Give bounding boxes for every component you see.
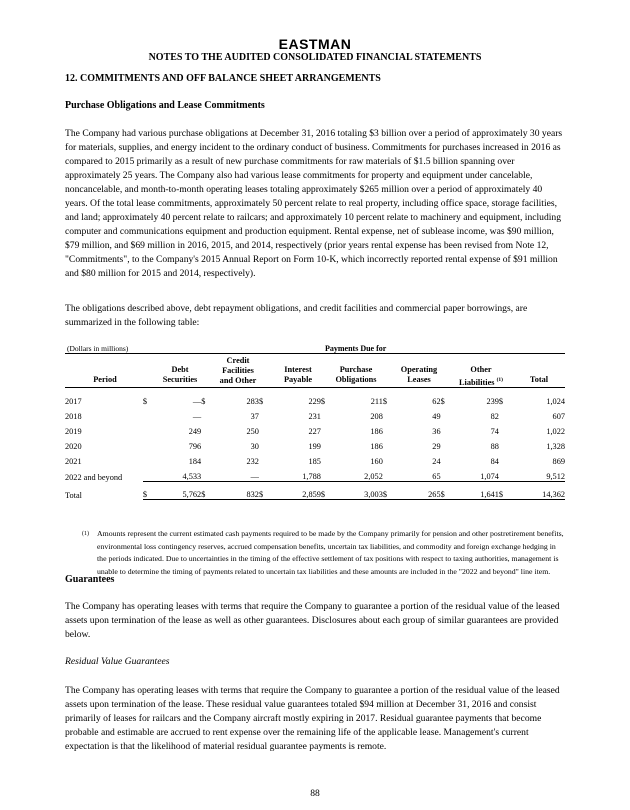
- section-title: 12. COMMITMENTS AND OFF BALANCE SHEET ARRANGEMENTS: [65, 73, 381, 84]
- col-header-operating: Operating Leases: [400, 365, 438, 384]
- table-row: 2019 249 250 227 186 36 74 1,022: [65, 427, 565, 436]
- units-note: (Dollars in millions): [67, 344, 129, 353]
- paragraph-guarantees: The Company has operating leases with terms that require the Company to guarantee a portion of the residual value of the leased assets upon termination of the lease as well as other guarantees. Disclosures about each group of similar guarantees are provided below.: [65, 601, 560, 640]
- residual-value-guarantees-title: Residual Value Guarantees: [65, 656, 170, 667]
- col-header-period: Period: [93, 375, 117, 384]
- header-rule-bottom: [65, 387, 565, 388]
- table-row: 2021 184 232 185 160 24 84 869: [65, 457, 565, 466]
- obligations-data: [65, 391, 565, 500]
- footnote-mark: (1): [82, 531, 89, 537]
- group-header: Payments Due for: [325, 344, 387, 353]
- header-rule-top: [65, 353, 565, 354]
- paragraph-table-intro: The obligations described above, debt repayment obligations, and credit facilities and commercial paper borrowings, are summarized in the following table:: [65, 303, 528, 328]
- company-logo: EASTMAN: [278, 36, 352, 52]
- paragraph-purchase-obligations: The Company had various purchase obligations at December 31, 2016 totaling $3 billion over a period of approximately 30 years for materials, supplies, and energy incident to the ordinary conduct of business. Commitments for purchases increased in 2016 as compared to 2015 primarily as a result of new purchase commitments for raw materials of $1.5 billion spanning over approximately 25 years. The Company also had various lease commitments for property and equipment under cancelable, noncancelable, and month-to-month operating leases totaling approximately $265 million over a period of approximately 40 years. Of the total lease commitments, approximately 50 percent relate to real property, including office space, storage facilities, and land; approximately 40 percent relate to railcars; and approximately 10 percent relate to machinery and equipment, including computer and communications equipment and production equipment. Rental expense, net of sublease income, was $90 million, $79 million, and $69 million in 2016, 2015, and 2014, respectively (prior years rental expense has been revised from Note 12, "Commitments", to the Company's 2015 Annual Report on Form 10-K, which incorrectly reported rental expense of $91 million and $80 million for 2015 and 2014, respectively).: [65, 128, 563, 279]
- page-number: 88: [310, 788, 320, 799]
- table-total-row: Total $ 5,762 $ 832 $ 2,859 $ 3,003 $ 265 $ 1,641 $ 14,362: [65, 482, 565, 500]
- col-header-interest: Interest Payable: [283, 365, 313, 384]
- table-row: 2018 — 37 231 208 49 82 607: [65, 412, 565, 421]
- col-header-other: Other Liabilities $^{(1)}$: [459, 365, 503, 387]
- guarantees-title: Guarantees: [65, 574, 115, 585]
- col-header-debt: Debt Securities: [162, 365, 198, 384]
- table-row: 2022 and beyond 4,533 — 1,788 2,052 65 1,074 9,512: [65, 466, 565, 482]
- paragraph-residual-value: The Company has operating leases with terms that require the Company to guarantee a portion of the residual value of the leased assets upon termination of the lease. These residual value guarantees totaled $94 million at December 31, 2016 and consist primarily of leases for railcars and the Company aircraft mostly expiring in 2017. Residual guarantee payments that become probable and estimable are accrued to rent expense over the remaining life of the applicable lease. Management's current expectation is that the likelihood of material residual guarantee payments is remote.: [65, 685, 560, 752]
- col-header-total: Total: [529, 375, 549, 384]
- table-row: 2020 796 30 199 186 29 88 1,328: [65, 442, 565, 451]
- col-header-credit: Credit Facilities and Other: [219, 356, 257, 385]
- footnote-text: Amounts represent the current estimated cash payments required to be made by the Company primarily for pension and other postretirement benefits, environmental loss contingency reserves, accrued compensation benefits, uncertain tax liabilities, and commodity and foreign exchange hedging in the periods indicated. Due to uncertainties in the timing of the effective settlement of tax positions with respect to taxing authorities, management is unable to determine the timing of payments related to uncertain tax liabilities and these amounts are included in the "2022 and beyond" line item.: [97, 529, 564, 576]
- table-row: 2017 $ — $ 283 $ 229 $ 211 $ 62 $ 239 $ 1,024: [65, 397, 565, 406]
- document-subtitle: NOTES TO THE AUDITED CONSOLIDATED FINANCIAL STATEMENTS: [148, 52, 482, 63]
- subsection-title: Purchase Obligations and Lease Commitments: [65, 100, 265, 111]
- col-header-purchase: Purchase Obligations: [335, 365, 377, 384]
